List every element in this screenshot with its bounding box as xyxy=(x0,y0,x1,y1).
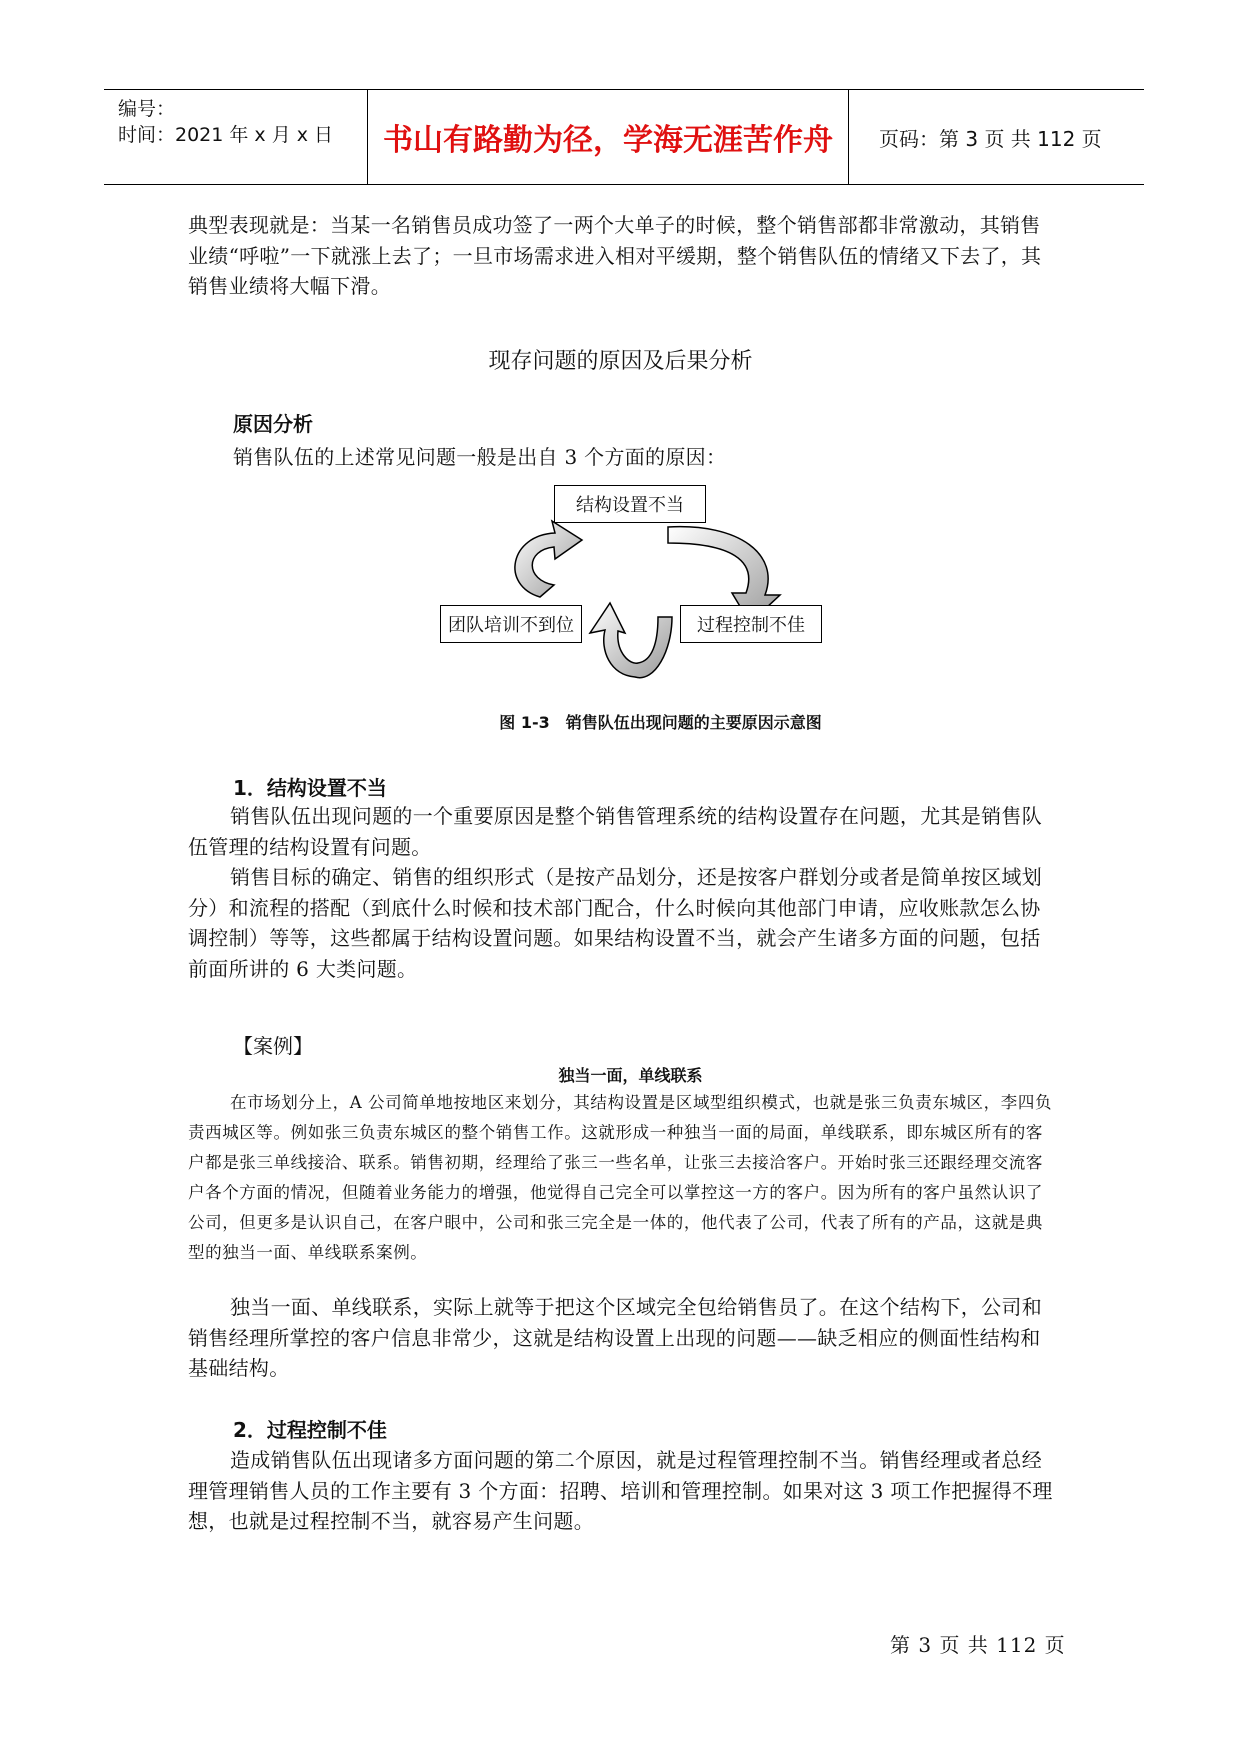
s1-paragraph-1: 销售队伍出现问题的一个重要原因是整个销售管理系统的结构设置存在问题，尤其是销售队伍管理的结构设置有问题。 xyxy=(188,804,1042,859)
box-training: 团队培训不到位 xyxy=(440,605,582,643)
cause-intro: 销售队伍的上述常见问题一般是出自 3 个方面的原因： xyxy=(233,445,727,469)
page-header xyxy=(104,89,1144,185)
page-footer: 第 3 页 共 112 页 xyxy=(890,1633,1066,1657)
number-label: 编号： xyxy=(118,98,176,120)
header-left-cell xyxy=(104,90,368,184)
motto: 书山有路勤为径，学海无涯苦作舟 xyxy=(368,90,849,184)
case-title: 独当一面，单线联系 xyxy=(558,1066,703,1085)
s1-paragraph-2: 销售目标的确定、销售的组织形式（是按产品划分，还是按客户群划分或者是简单按区域划分）和流程的搭配（到底什么时候和技术部门配合，什么时候向其他部门申请，应收账款怎么协调控制）等等，这些都属于结构设置问题。如果结构设置不当，就会产生诸多方面的问题，包括前面所讲的 6 大类问题。 xyxy=(188,865,1042,981)
case-comment: 独当一面、单线联系，实际上就等于把这个区域完全包给销售员了。在这个结构下，公司和销售经理所掌控的客户信息非常少，这就是结构设置上出现的问题——缺乏相应的侧面性结构和基础结构。 xyxy=(188,1295,1042,1380)
cause-heading: 原因分析 xyxy=(233,412,313,436)
s2-heading: 2．过程控制不佳 xyxy=(233,1418,387,1442)
s2-paragraph-1: 造成销售队伍出现诸多方面问题的第二个原因，就是过程管理控制不当。销售经理或者总经理管理销售人员的工作主要有 3 个方面：招聘、培训和管理控制。如果对这 3 项工作把握得不理想，也就是过程控制不当，就容易产生问题。 xyxy=(188,1448,1053,1533)
cause-diagram xyxy=(440,485,840,685)
box-structure: 结构设置不当 xyxy=(554,485,706,523)
section-title: 现存问题的原因及后果分析 xyxy=(488,349,753,374)
intro-paragraph: 典型表现就是：当某一名销售员成功签了一两个大单子的时候，整个销售部都非常激动，其销售业绩“呼啦”一下就涨上去了；一旦市场需求进入相对平缓期，整个销售队伍的情绪又下去了，其销售业绩将大幅下滑。 xyxy=(188,213,1042,298)
page-info: 页码：第 3 页 共 112 页 xyxy=(879,126,1102,151)
case-label: 【案例】 xyxy=(233,1034,313,1058)
case-text: 在市场划分上，A 公司简单地按地区来划分，其结构设置是区域型组织模式，也就是张三负责东城区，李四负责西城区等。例如张三负责东城区的整个销售工作。这就形成一种独当一面的局面，单线联系，即东城区所有的客户都是张三单线接洽、联系。销售初期，经理给了张三一些名单，让张三去接洽客户。开始时张三还跟经理交流客户各个方面的情况，但随着业务能力的增强，他觉得自己完全可以掌控这一方的客户。因为所有的客户虽然认识了公司，但更多是认识自己，在客户眼中，公司和张三完全是一体的，他代表了公司，代表了所有的产品，这就是典型的独当一面、单线联系案例。 xyxy=(188,1093,1053,1262)
arrow-left-to-top xyxy=(515,521,582,597)
figure-caption: 图 1-3 销售队伍出现问题的主要原因示意图 xyxy=(499,713,822,732)
s1-heading: 1．结构设置不当 xyxy=(233,776,387,800)
box-process: 过程控制不佳 xyxy=(680,605,822,643)
arrow-right-to-left xyxy=(590,603,672,678)
time-label: 时间：2021 年 x 月 x 日 xyxy=(118,124,334,146)
